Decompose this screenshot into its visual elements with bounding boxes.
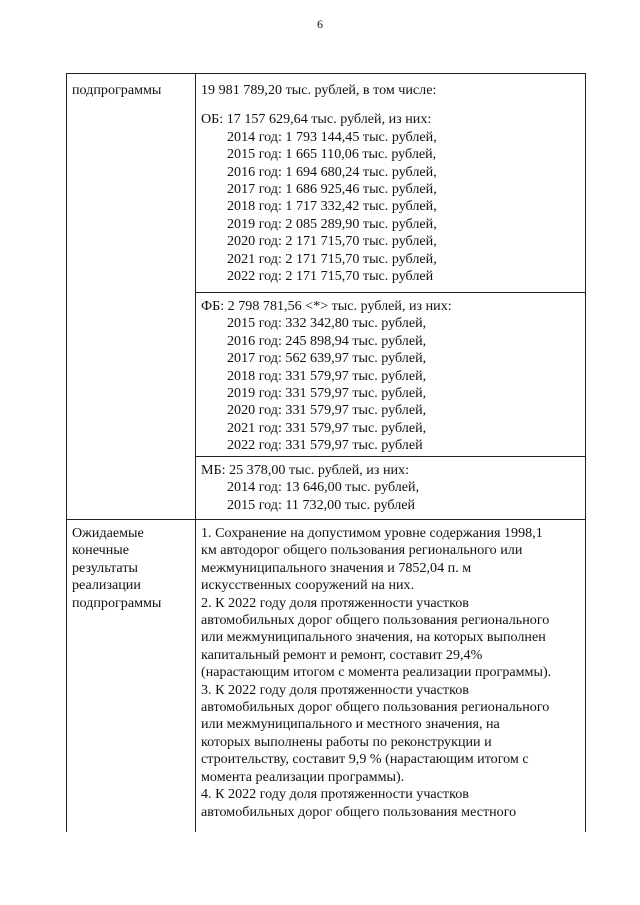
ob-year-line: 2016 год: 1 694 680,24 тыс. рублей,	[227, 163, 437, 180]
results-text-line: искусственных сооружений на них.	[201, 577, 415, 594]
results-text-line: 2. К 2022 году доля протяженности участков	[201, 594, 469, 611]
results-text-line: автомобильных дорог общего пользования регионального	[201, 699, 550, 716]
ob-year-line: 2014 год: 1 793 144,45 тыс. рублей,	[227, 128, 437, 145]
financing-fb-cell	[196, 293, 586, 457]
row-label: подпрограммы	[72, 82, 162, 98]
spacer	[201, 99, 581, 111]
financing-total: 19 981 789,20 тыс. рублей, в том числе:	[201, 82, 437, 98]
results-text-line: 1. Сохранение на допустимом уровне содержания 1998,1	[201, 525, 543, 541]
results-label-line: конечные	[72, 542, 129, 559]
ob-year-line: 2015 год: 1 665 110,06 тыс. рублей,	[227, 146, 437, 163]
fb-year-line: 2018 год: 331 579,97 тыс. рублей,	[227, 367, 427, 384]
results-label-line: реализации	[72, 577, 141, 594]
results-text-line: 3. К 2022 году доля протяженности участков	[201, 681, 469, 698]
mb-year-line: 2014 год: 13 646,00 тыс. рублей,	[227, 479, 420, 496]
financing-mb-cell	[196, 457, 586, 520]
results-text-line: момента реализации программы).	[201, 768, 405, 785]
table-row-results	[67, 520, 586, 833]
fb-year-line: 2021 год: 331 579,97 тыс. рублей,	[227, 419, 427, 436]
results-text-line: автомобильных дорог общего пользования регионального	[201, 612, 550, 629]
results-label-line: результаты	[72, 559, 138, 576]
results-text-line: строительству, составит 9,9 % (нарастающим итогом с	[201, 751, 529, 768]
results-text-line: капитальный ремонт и ремонт, составит 29,4%	[201, 646, 483, 663]
results-label-line: подпрограммы	[72, 594, 162, 611]
ob-year-line: 2018 год: 1 717 332,42 тыс. рублей,	[227, 198, 437, 215]
results-text-line: которых выполнены работы по реконструкции и	[201, 733, 492, 750]
fb-header: ФБ: 2 798 781,56 <*> тыс. рублей, из них:	[201, 298, 452, 314]
mb-year-line: 2015 год: 11 732,00 тыс. рублей	[227, 496, 416, 513]
results-label-line: Ожидаемые	[72, 525, 144, 541]
mb-header: МБ: 25 378,00 тыс. рублей, из них:	[201, 462, 409, 478]
results-text-line: или межмуниципального и местного значения, на	[201, 716, 500, 733]
results-text-line: межмуниципального значения и 7852,04 п. м	[201, 559, 472, 576]
fb-year-line: 2016 год: 245 898,94 тыс. рублей,	[227, 332, 427, 349]
results-text-line: км автодорог общего пользования регионального или	[201, 542, 523, 559]
ob-header: ОБ: 17 157 629,64 тыс. рублей, из них:	[201, 111, 432, 128]
ob-year-line: 2017 год: 1 686 925,46 тыс. рублей,	[227, 181, 437, 198]
results-text-line: 4. К 2022 году доля протяженности участков	[201, 786, 469, 803]
page-number: 6	[317, 17, 323, 31]
results-text-cell	[196, 520, 586, 833]
fb-year-line: 2015 год: 332 342,80 тыс. рублей,	[227, 315, 427, 332]
ob-year-line: 2019 год: 2 085 289,90 тыс. рублей,	[227, 215, 437, 232]
financing-ob-cell	[196, 74, 586, 293]
fb-year-line: 2017 год: 562 639,97 тыс. рублей,	[227, 350, 427, 367]
fb-year-line: 2020 год: 331 579,97 тыс. рублей,	[227, 402, 427, 419]
ob-year-line: 2020 год: 2 171 715,70 тыс. рублей,	[227, 233, 437, 250]
row-label-cell	[67, 74, 196, 520]
results-text-line: автомобильных дорог общего пользования местного	[201, 803, 517, 820]
fb-year-line: 2022 год: 331 579,97 тыс. рублей	[227, 437, 423, 454]
ob-year-line: 2022 год: 2 171 715,70 тыс. рублей	[227, 268, 434, 285]
results-text-line: или межмуниципального значения, на которых выполнен	[201, 629, 546, 646]
ob-year-line: 2021 год: 2 171 715,70 тыс. рублей,	[227, 250, 437, 267]
results-label-cell	[67, 520, 196, 833]
results-text-line: (нарастающим итогом с момента реализации программы).	[201, 664, 552, 681]
table-row-financing	[67, 74, 586, 293]
passport-table	[66, 73, 586, 832]
fb-year-line: 2019 год: 331 579,97 тыс. рублей,	[227, 385, 427, 402]
